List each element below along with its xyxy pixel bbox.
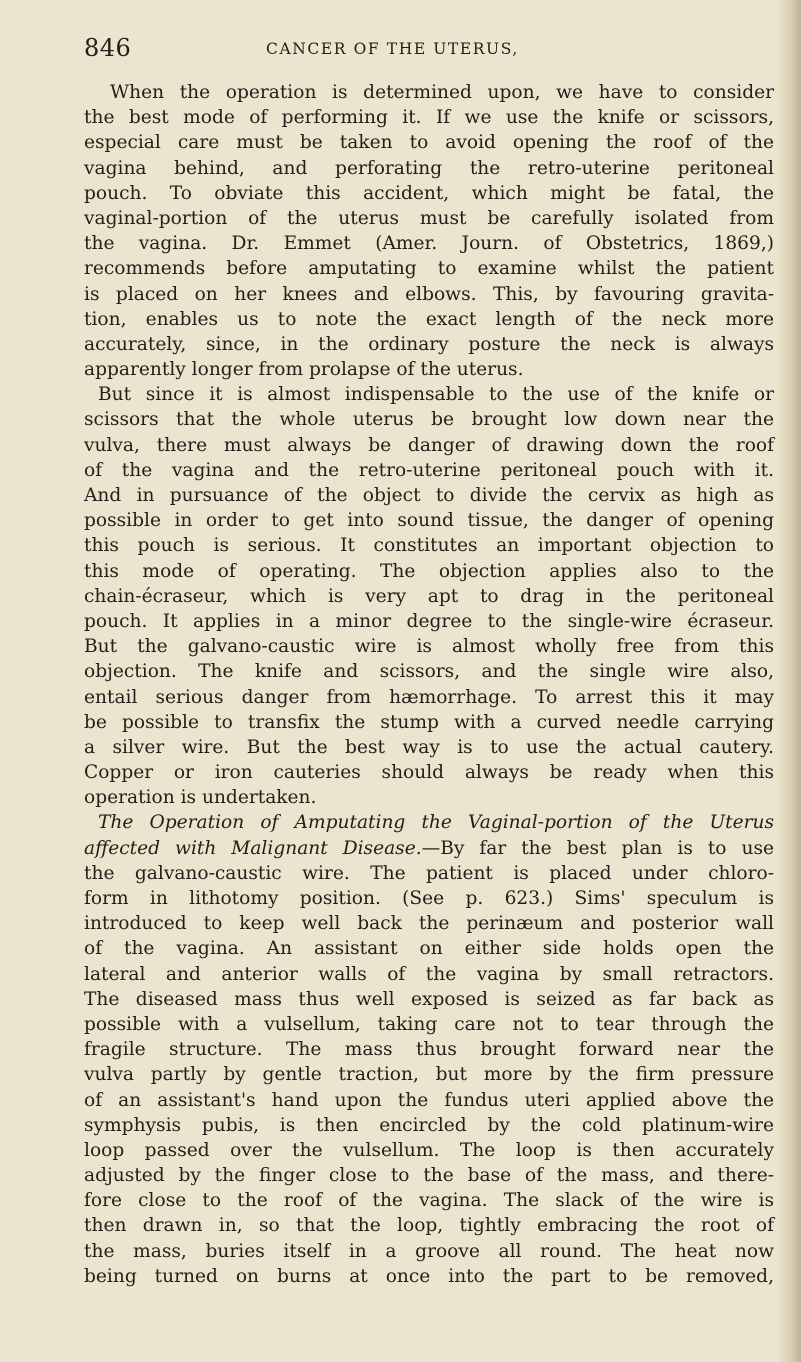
text-line: the mass, buries itself in a groove all round. The heat now xyxy=(84,1240,774,1262)
text-line: vulva, there must always be danger of drawing down the roof xyxy=(84,434,774,456)
text-line: a silver wire. But the best way is to use the actual cautery. xyxy=(84,736,774,758)
text-line: fore close to the roof of the vagina. The slack of the wire is xyxy=(84,1190,774,1212)
text-line: The diseased mass thus well exposed is seized as far back as xyxy=(84,988,774,1010)
text-line: But the galvano-caustic wire is almost wholly free from this xyxy=(84,636,774,658)
text-line: form in lithotomy position. (See p. 623.) Sims' speculum is xyxy=(84,888,774,909)
text-line: the galvano-caustic wire. The patient is placed under chloro- xyxy=(84,862,774,884)
text-line: objection. The knife and scissors, and the single wire also, xyxy=(84,661,774,683)
text-line: be possible to transfix the stump with a curved needle carrying xyxy=(84,711,774,733)
text-line: the best mode of performing it. If we use the knife or scissors, xyxy=(84,107,774,129)
text-line: adjusted by the finger close to the base of the mass, and there- xyxy=(84,1165,774,1187)
text-line: this pouch is serious. It constitutes an important objection to xyxy=(84,535,774,557)
text-line: vagina behind, and perforating the retro-uterine peritoneal xyxy=(84,157,774,179)
text-line: the vagina. Dr. Emmet (Amer. Journ. of Obstetrics, 1869,) xyxy=(84,233,774,255)
text-line: possible in order to get into sound tissue, the danger of opening xyxy=(84,510,774,532)
section-heading: The Operation of Amputating the Vaginal-portion of the Uterus xyxy=(98,812,774,834)
text-line: introduced to keep well back the perinæum and posterior wall xyxy=(84,913,774,935)
page-number: 846 xyxy=(84,34,132,62)
text-line: is placed on her knees and elbows. This, by favouring gravita- xyxy=(84,283,774,305)
text-line: being turned on burns at once into the part to be removed, xyxy=(84,1265,774,1287)
text-line: lateral and anterior walls of the vagina by small retractors. xyxy=(84,963,774,985)
text-line: loop passed over the vulsellum. The loop is then accurately xyxy=(84,1139,774,1161)
text-line: operation is undertaken. xyxy=(84,787,317,809)
text-line: When the operation is determined upon, we have to consider xyxy=(110,82,774,103)
text-line: But since it is almost indispensable to the use of the knife or xyxy=(98,384,774,406)
text-line: chain-écraseur, which is very apt to drag in the peritoneal xyxy=(84,585,774,607)
text-line: tion, enables us to note the exact length of the neck more xyxy=(84,308,774,330)
text-line: of the vagina and the retro-uterine peritoneal pouch with it. xyxy=(84,459,774,481)
text-line xyxy=(84,836,774,861)
text-line: pouch. It applies in a minor degree to the single-wire écraseur. xyxy=(84,610,774,632)
page-edge-shadow xyxy=(779,0,801,1362)
text-line: recommends before amputating to examine whilst the patient xyxy=(84,258,774,280)
text-line-tail: —By far the best plan is to use xyxy=(421,837,774,859)
text-line: of the vagina. An assistant on either side holds open the xyxy=(84,938,774,960)
text-line: And in pursuance of the object to divide the cervix as high as xyxy=(84,485,774,506)
text-line: accurately, since, in the ordinary posture the neck is always xyxy=(84,333,774,355)
text-line: vaginal-portion of the uterus must be carefully isolated from xyxy=(84,207,774,229)
text-line: scissors that the whole uterus be brought low down near the xyxy=(84,409,774,431)
section-heading-continued: affected with Malignant Disease. xyxy=(84,837,422,859)
body-text xyxy=(84,80,774,1289)
text-line: then drawn in, so that the loop, tightly embracing the root of xyxy=(84,1215,774,1237)
text-line: fragile structure. The mass thus brought forward near the xyxy=(84,1039,774,1061)
text-line: this mode of operating. The objection applies also to the xyxy=(84,560,774,582)
text-line: entail serious danger from hæmorrhage. To arrest this it may xyxy=(84,686,774,708)
text-line: pouch. To obviate this accident, which might be fatal, the xyxy=(84,182,774,204)
text-line: of an assistant's hand upon the fundus uteri applied above the xyxy=(84,1089,774,1111)
text-line: symphysis pubis, is then encircled by the cold platinum-wire xyxy=(84,1114,774,1136)
text-line: vulva partly by gentle traction, but more by the firm pressure xyxy=(84,1064,774,1086)
text-line: especial care must be taken to avoid opening the roof of the xyxy=(84,132,774,154)
text-line: Copper or iron cauteries should always be ready when this xyxy=(84,762,774,784)
running-head: CANCER OF THE UTERUS, xyxy=(266,40,519,58)
text-line: possible with a vulsellum, taking care not to tear through the xyxy=(84,1013,774,1035)
text-line: apparently longer from prolapse of the uterus. xyxy=(84,359,524,381)
